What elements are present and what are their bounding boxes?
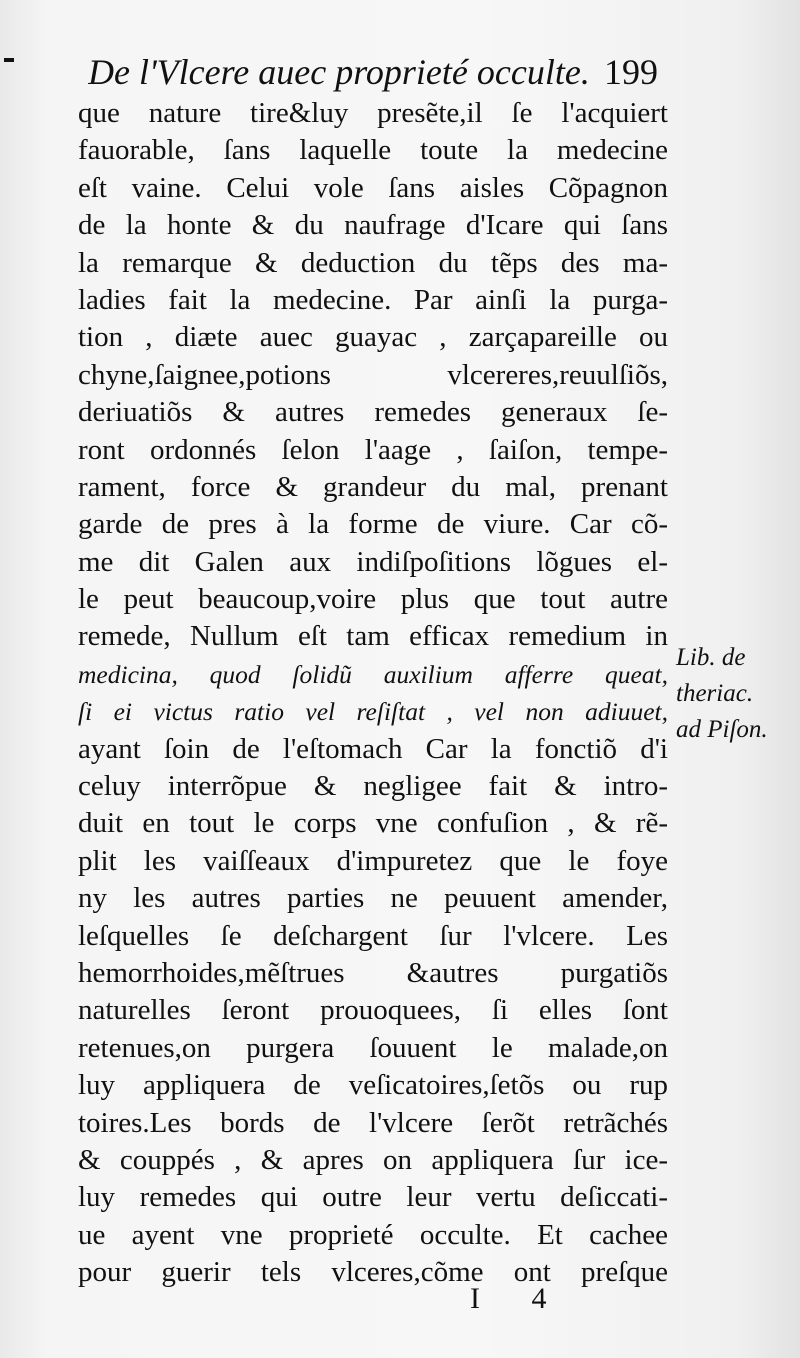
text-line: toires.Les bords de l'vlcere ſerõt retrãchés	[78, 1106, 668, 1139]
margin-note-line: theriac.	[676, 680, 754, 707]
text-line: duit en tout le corps vne confuſion , & rẽ-	[78, 807, 668, 840]
text-line: celuy interrõpue & negligee fait & intro-	[78, 770, 668, 803]
text-line: la remarque & deduction du tẽps des ma-	[78, 246, 668, 279]
text-line: ladies fait la medecine. Par ainſi la purga-	[78, 283, 668, 316]
text-line: eſt vaine. Celui vole ſans aisles Cõpagnon	[78, 171, 668, 204]
text-line: me dit Galen aux indiſpoſitions lõgues el-	[78, 545, 668, 578]
text-line: que nature tire&luy presẽte,il ſe l'acquiert	[78, 97, 668, 129]
page-edge-mark	[4, 58, 14, 62]
body-text	[78, 95, 668, 1292]
text-line: retenues,on purgera ſouuent le malade,on	[78, 1031, 668, 1064]
running-title: De l'Vlcere auec proprieté occulte.	[88, 52, 590, 92]
text-line: ayant ſoin de l'eſtomach Car la fonctiõ d'i	[78, 732, 668, 765]
running-header	[88, 48, 658, 96]
text-line: deriuatiõs & autres remedes generaux ſe-	[78, 396, 668, 429]
margin-note	[676, 640, 794, 748]
text-line: rament, force & grandeur du mal, prenant	[78, 470, 668, 503]
text-line: luy appliquera de veſicatoires,ſetõs ou rup	[78, 1069, 668, 1102]
text-line: remede, Nullum eſt tam efficax remedium in	[78, 620, 668, 653]
text-line: hemorrhoides,mẽſtrues &autres purgatiõs	[78, 956, 668, 989]
text-line: le peut beaucoup,voire plus que tout autre	[78, 583, 668, 616]
text-line: ue ayent vne proprieté occulte. Et cachee	[78, 1218, 668, 1251]
text-line: garde de pres à la forme de viure. Car cõ-	[78, 508, 668, 541]
latin-quote-line: medicina, quod ſolidũ auxilium afferre queat,	[78, 659, 668, 689]
text-line: naturelles ſeront prouoquees, ſi elles ſont	[78, 994, 668, 1027]
text-line: ront ordonnés ſelon l'aage , ſaiſon, tempe-	[78, 433, 668, 466]
text-line: & couppés , & apres on appliquera ſur ice-	[78, 1143, 668, 1176]
text-line: pour guerir tels vlceres,cõme ont preſque	[78, 1256, 668, 1289]
text-line: fauorable, ſans laquelle toute la medecine	[78, 134, 668, 167]
page-number: 199	[604, 52, 658, 92]
margin-note-line: Lib. de	[676, 644, 746, 671]
text-line: leſquelles ſe deſchargent ſur l'vlcere. Les	[78, 919, 668, 952]
text-line: plit les vaiſſeaux d'impuretez que le foye	[78, 844, 668, 877]
latin-quote-line: ſi ei victus ratio vel reſiſtat , vel non adiuuet,	[78, 697, 668, 727]
text-line: tion , diæte auec guayac , zarçapareille ou	[78, 321, 668, 354]
text-line: ny les autres parties ne peuuent amender,	[78, 882, 668, 915]
text-line: chyne,ſaignee,potions vlcereres,reuulſiõs,	[78, 358, 668, 391]
text-line: de la honte & du naufrage d'Icare qui ſans	[78, 209, 668, 242]
text-line: luy remedes qui outre leur vertu deſiccati-	[78, 1181, 668, 1214]
margin-note-line: ad Piſon.	[676, 716, 768, 743]
signature-mark: I 4	[470, 1282, 569, 1315]
